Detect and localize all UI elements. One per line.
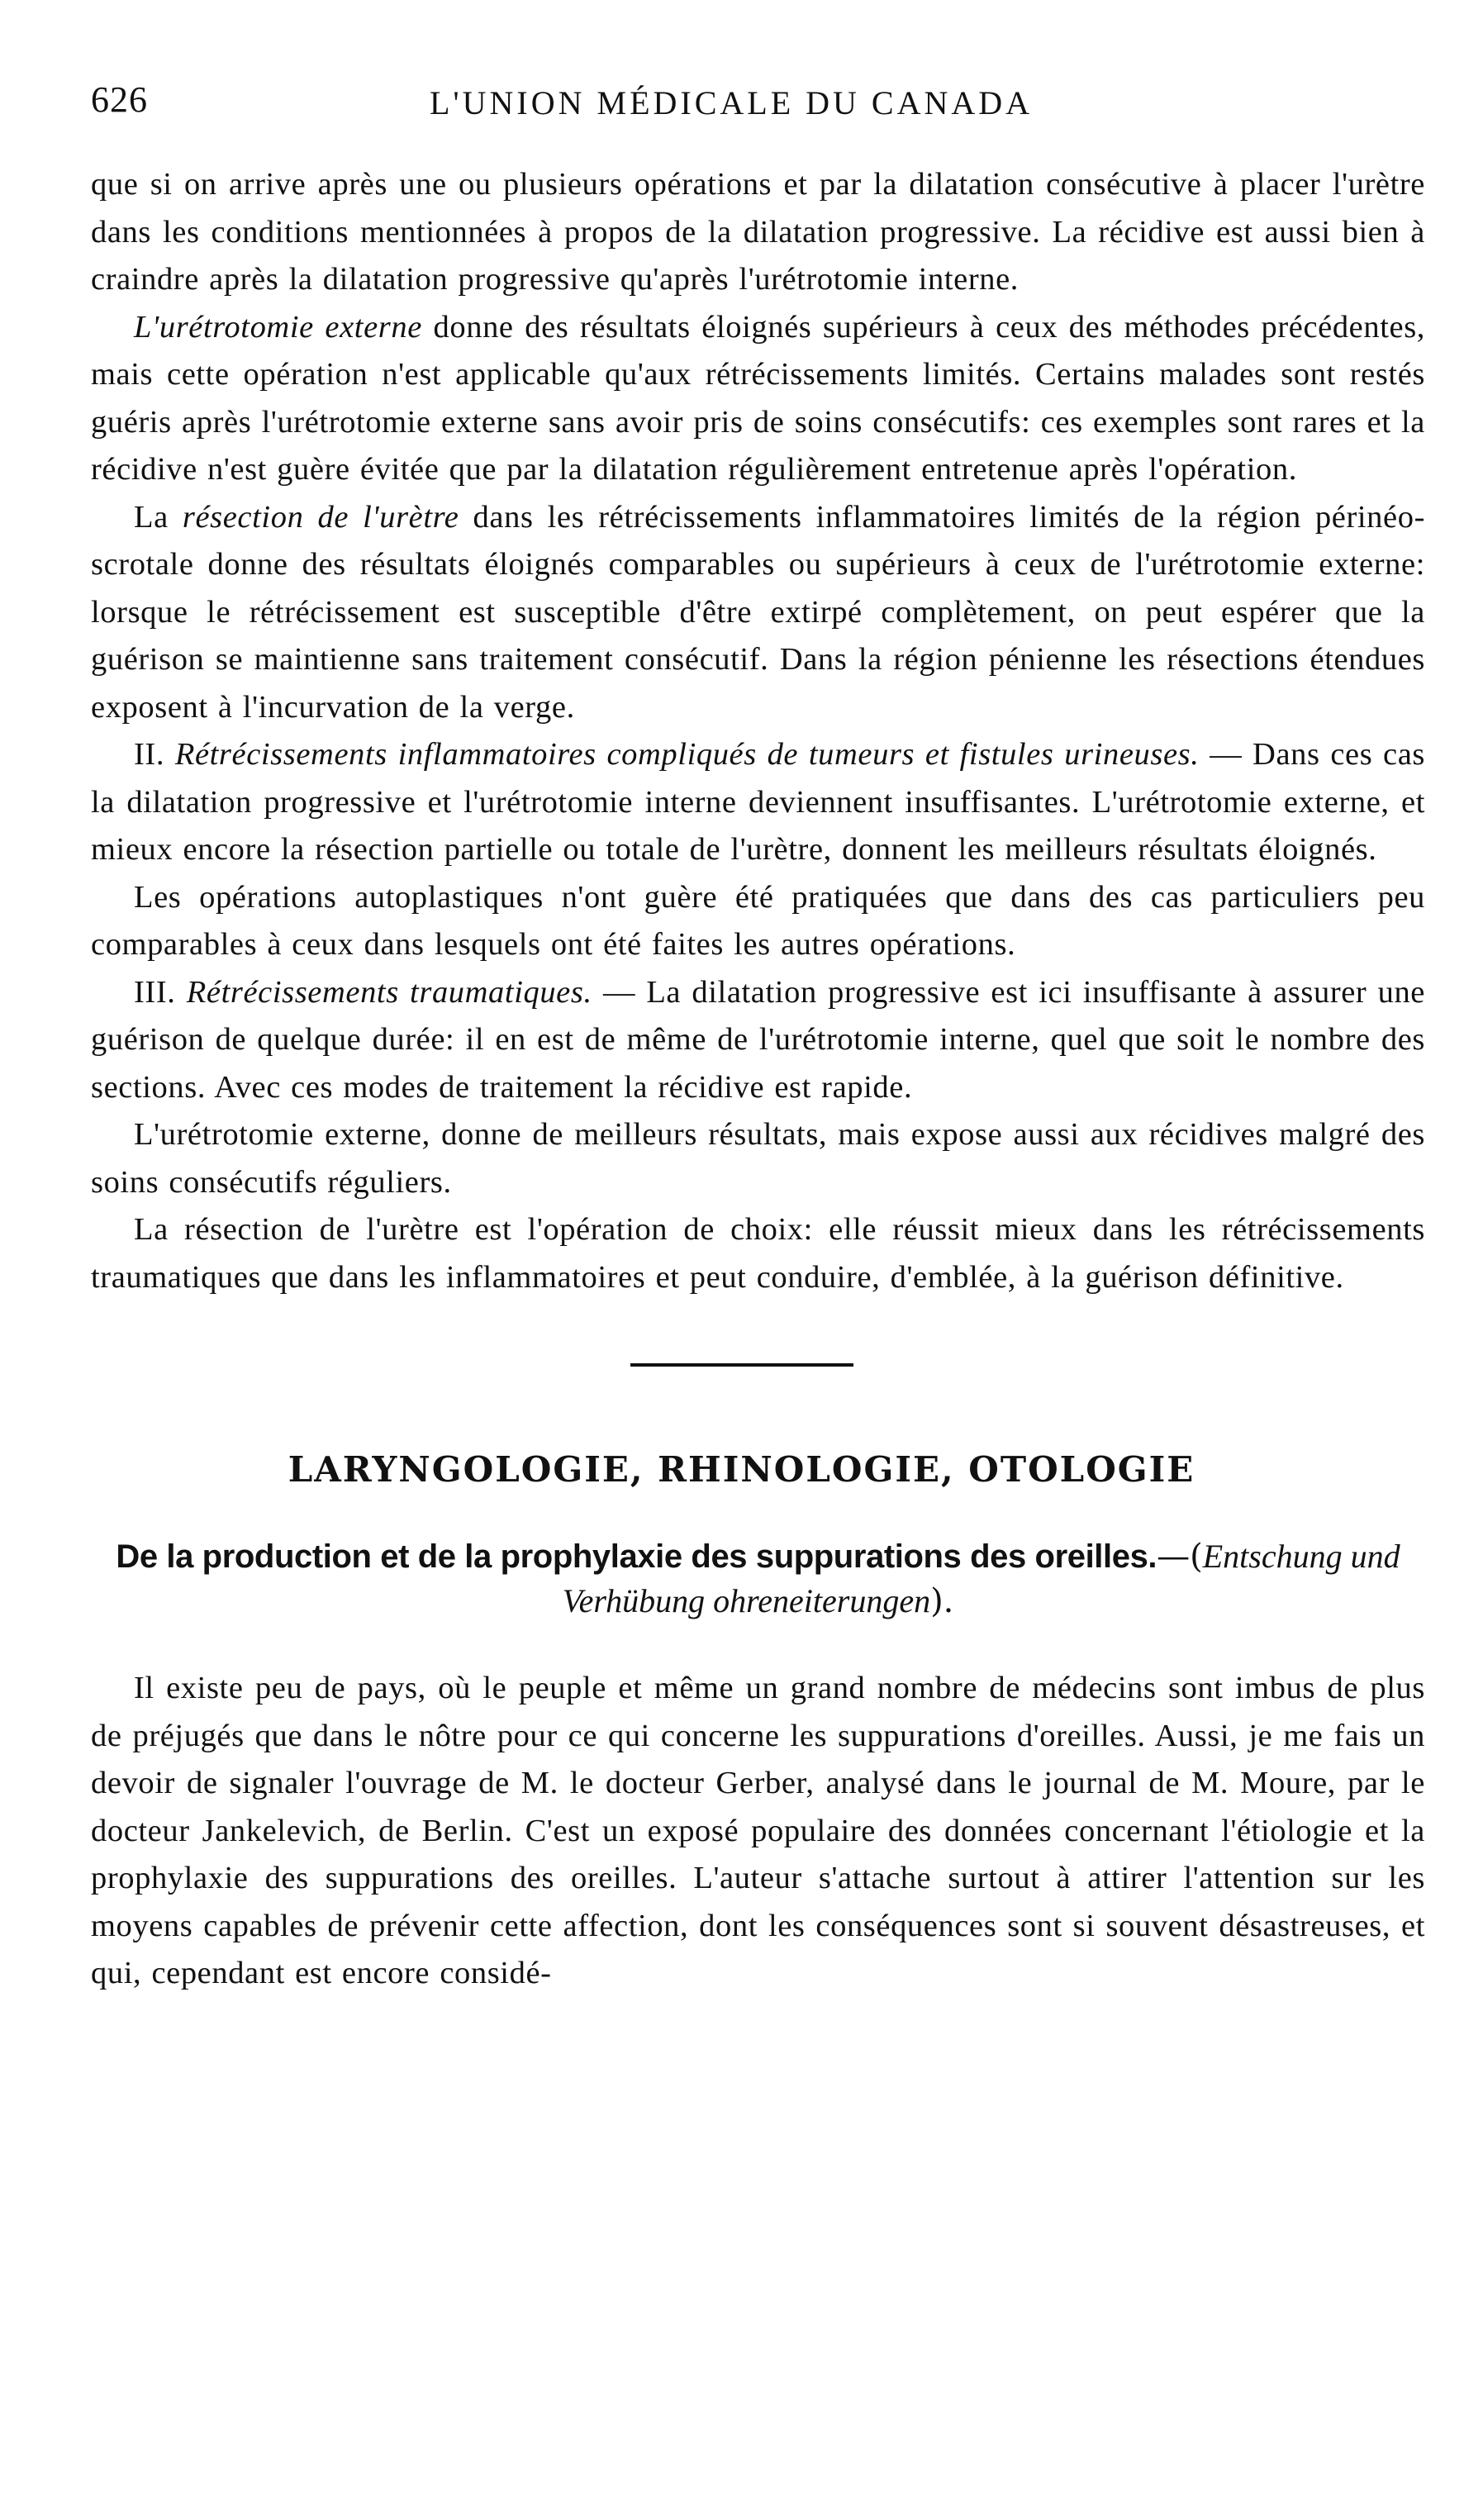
section-heading: LARYNGOLOGIE, RHINOLOGIE, OTOLOGIE	[288, 1449, 1195, 1490]
paragraph-text: — La dilatation progressive est ici insuffisante à assurer une guérison de quelque durée: il en est de même de l'urétrotomie interne, quel que soit le nombre des sections. Avec ces modes de traitement la récidive est rapide.	[91, 974, 1425, 1105]
section-numeral: III.	[134, 974, 187, 1010]
article-title-end: ).	[930, 1582, 954, 1620]
article-body	[91, 1665, 1425, 1998]
paragraph-uretrotomie-externe-resultats: L'urétrotomie externe, donne de meilleurs résultats, mais expose aussi aux récidives malgré des soins consécutifs réguliers.	[91, 1117, 1425, 1200]
main-text	[91, 161, 1425, 1301]
emphasis-term: L'urétrotomie externe	[134, 309, 422, 345]
paragraph-uretrotomie-externe	[91, 304, 1425, 494]
section-divider	[630, 1363, 853, 1367]
paragraph-text: donne des résultats éloignés supérieurs à ceux des méthodes précédentes, mais cette opération n'est applicable qu'aux rétrécissements limités. Certains malades sont restés guéris après l'urétrotomie externe sans avoir pris de soins consécutifs: ces exemples sont rares et la récidive n'est guère évitée que par la dilatation régulièrement entretenue après l'opération.	[91, 309, 1426, 487]
article-paragraph: Il existe peu de pays, où le peuple et même un grand nombre de médecins sont imbus de plus de préjugés que dans le nôtre pour ce qui concerne les suppurations d'oreilles. Aussi, je me fais un devoir de signaler l'ouvrage de M. le docteur Gerber, analysé dans le journal de M. Moure, par le docteur Jankelevich, de Berlin. C'est un exposé populaire des données concernant l'étiologie et la prophylaxie des suppurations des oreilles. L'auteur s'attache surtout à attirer l'attention sur les moyens capables de prévenir cette affection, dont les conséquences sont si souvent désastreuses, et qui, cependant est encore considé-	[91, 1671, 1425, 1990]
paragraph-resection	[91, 494, 1425, 732]
paragraph-lead: La	[134, 499, 183, 535]
subsection-title: Rétrécissements traumatiques.	[186, 974, 592, 1010]
article-title-separator: —(	[1157, 1538, 1203, 1576]
emphasis-term: résection de l'urètre	[182, 499, 459, 535]
paragraph-autoplastiques: Les opérations autoplastiques n'ont guère été pratiquées que dans des cas particuliers peu comparables à ceux dans lesquels ont été faites les autres opérations.	[91, 879, 1425, 962]
article-title-german: Entschung und Verhübung ohreneiterungen	[562, 1538, 1400, 1619]
paragraph-continuation: que si on arrive après une ou plusieurs opérations et par la dilatation consécutive à placer l'urètre dans les conditions mentionnées à propos de la dilatation progressive. La récidive est aussi bien à craindre après la dilatation progressive qu'après l'urétrotomie interne.	[91, 167, 1425, 297]
article-title-main: De la production et de la prophylaxie des suppurations des oreilles.	[116, 1538, 1157, 1575]
section-numeral: II.	[134, 737, 175, 772]
paragraph-section-ii	[91, 731, 1425, 874]
page-number: 626	[91, 79, 148, 120]
subsection-title: Rétrécissements inflammatoires compliqués de tumeurs et fistules urineuses.	[174, 737, 1200, 772]
journal-title: L'UNION MÉDICALE DU CANADA	[430, 84, 1034, 121]
paragraph-text: — Dans ces cas la dilatation progressive et l'urétrotomie interne deviennent insuffisantes. L'urétrotomie externe, et mieux encore la résection partielle ou totale de l'urètre, donnent les meilleurs résultats éloignés.	[91, 737, 1425, 867]
paragraph-text: dans les rétrécissements inflammatoires limités de la région périnéo-scrotale donne des résultats éloignés comparables ou supérieurs à ceux de l'urétrotomie externe: lorsque le rétrécissement est susceptible d'être extirpé complètement, on peut espérer que la guérison se maintienne sans traitement consécutif. Dans la région pénienne les résections étendues exposent à l'incurvation de la verge.	[91, 499, 1425, 725]
article-title	[91, 1534, 1425, 1624]
book-page	[91, 78, 1425, 1998]
paragraph-section-iii	[91, 969, 1425, 1112]
running-head	[91, 78, 1425, 136]
paragraph-resection-choix: La résection de l'urètre est l'opération de choix: elle réussit mieux dans les rétrécissements traumatiques que dans les inflammatoires et peut conduire, d'emblée, à la guérison définitive.	[91, 1212, 1425, 1295]
